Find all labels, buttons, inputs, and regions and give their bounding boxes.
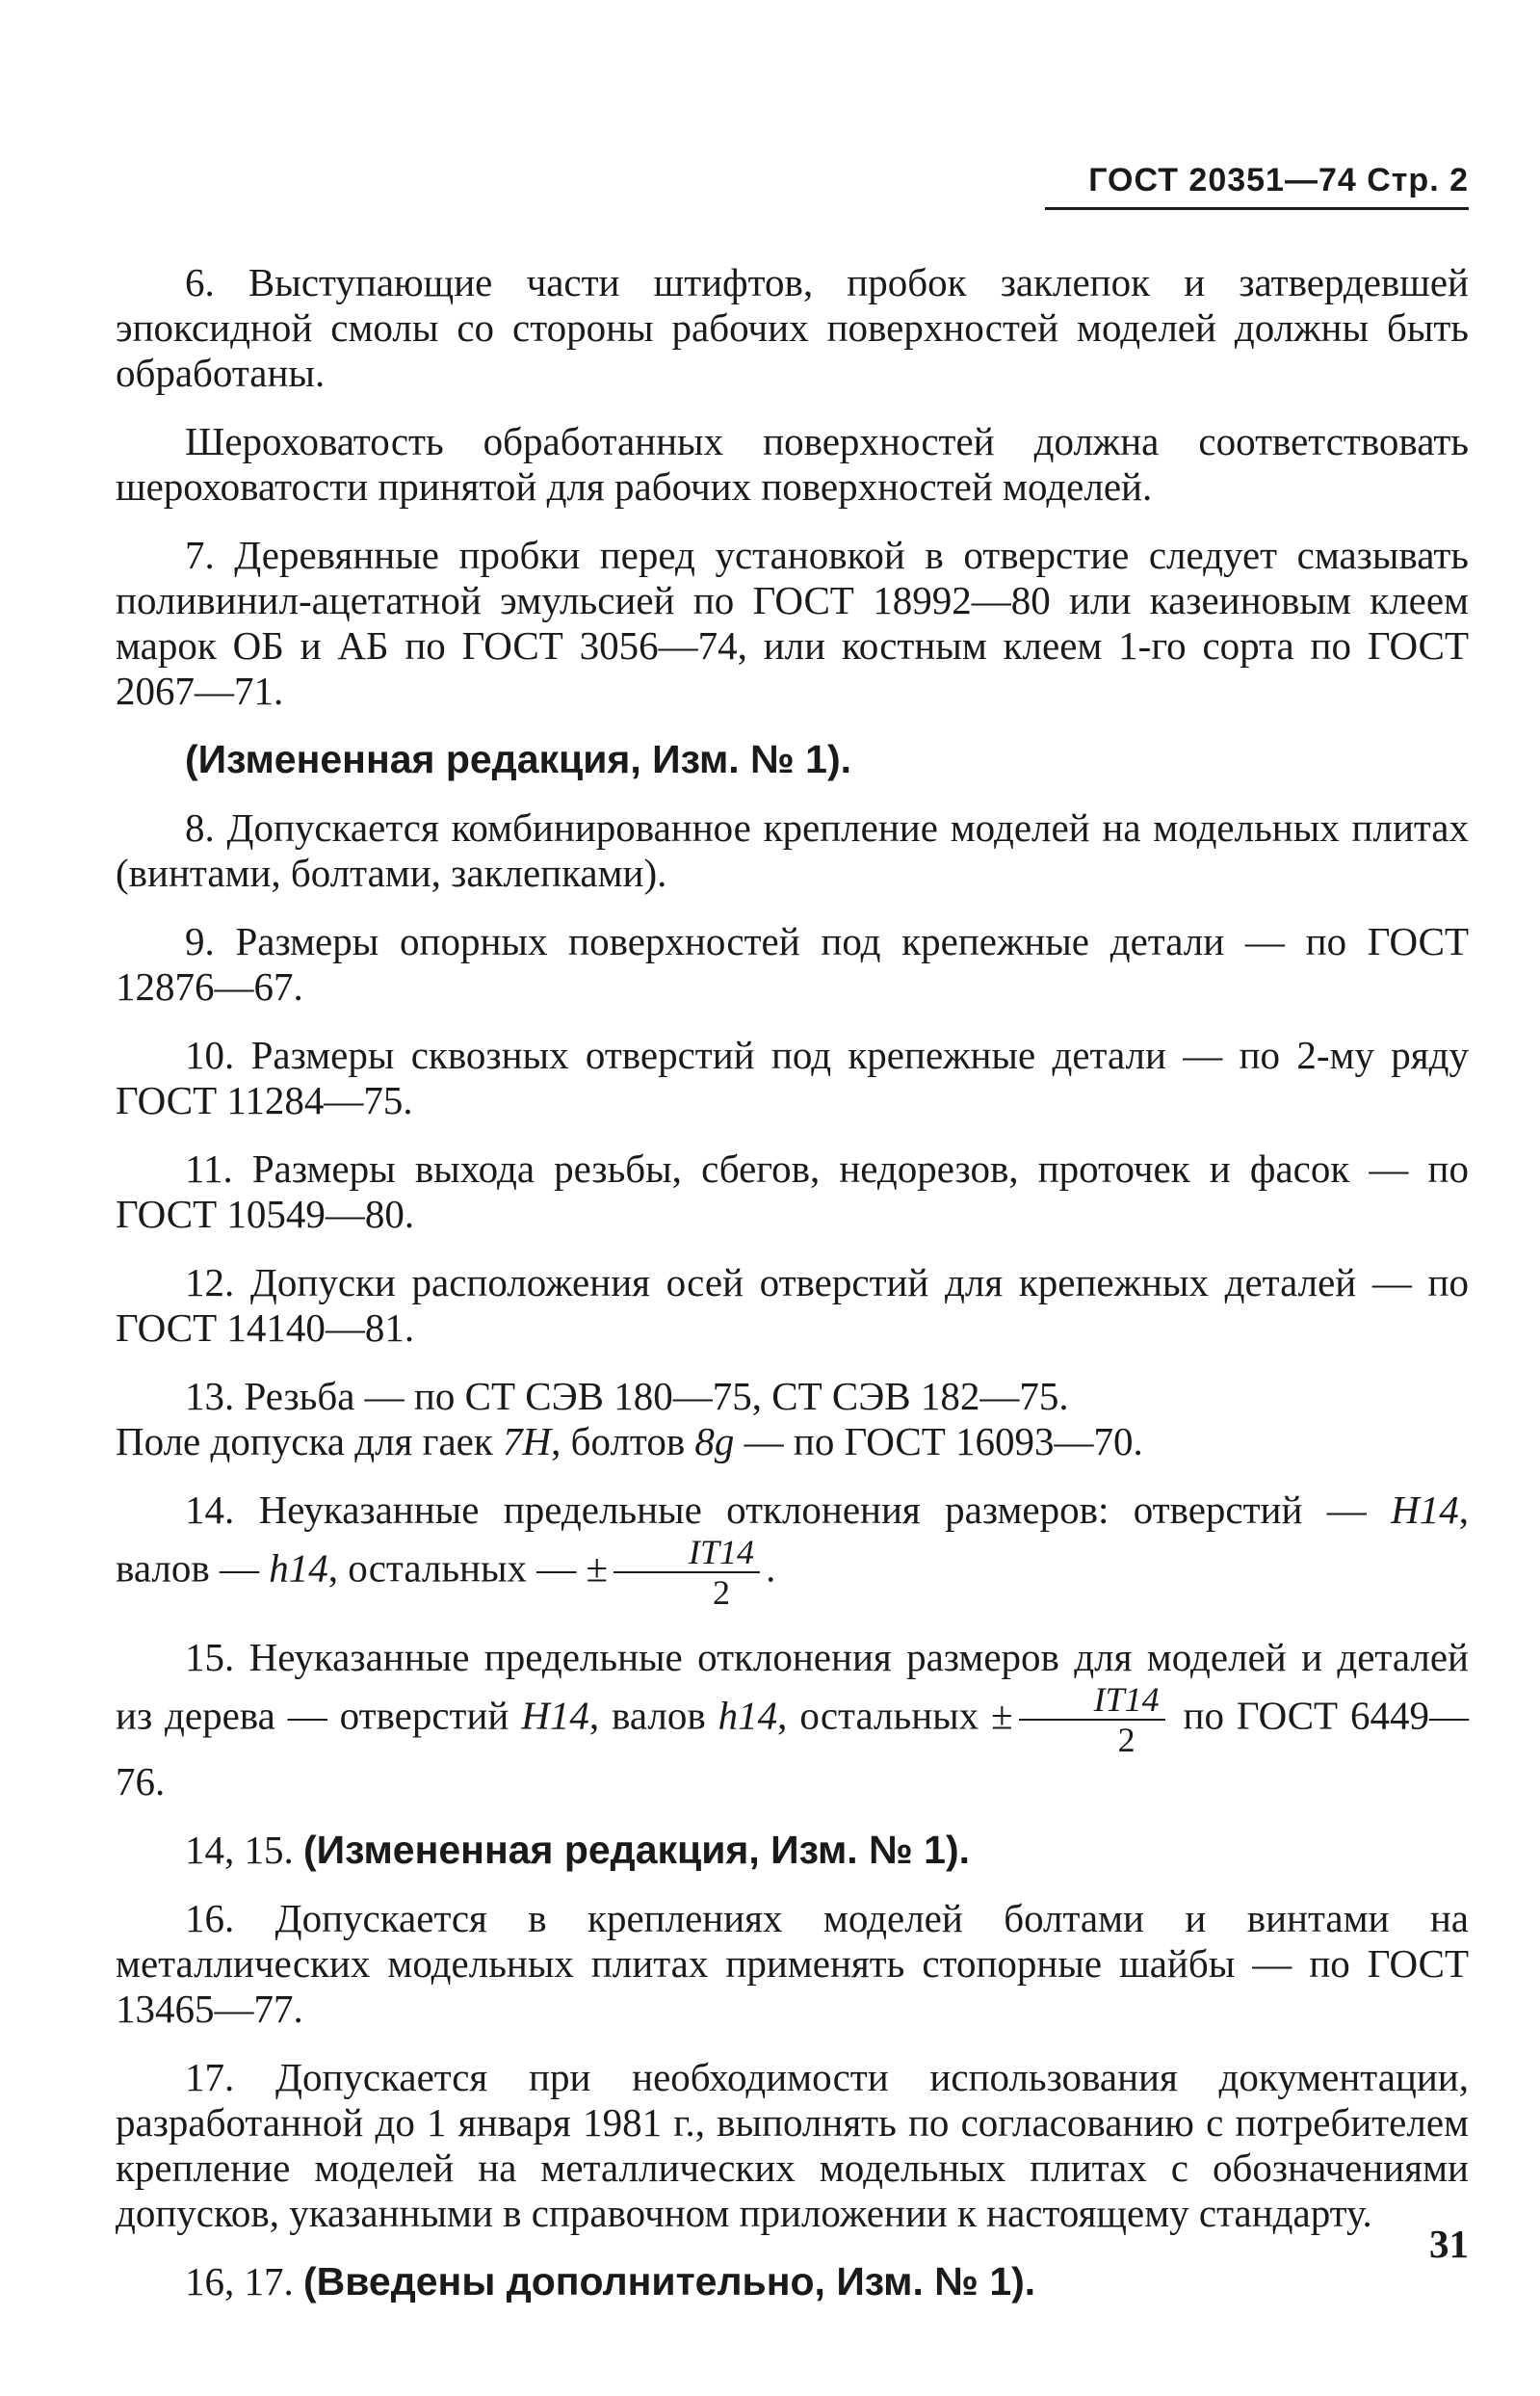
paragraph-6-roughness: Шероховатость обработанных поверхностей должна соответствовать шероховатости принятой для рабочих поверхностей моделей. [116,419,1469,509]
paragraph-16: 16. Допускается в креплениях моделей болтами и винтами на металлических модельных плитах применять стопорные шайбы — по ГОСТ 13465—77. [116,1896,1469,2031]
fraction-it14-over-2: $\frac{IT14}{2}$ [613,1533,760,1612]
page-header: ГОСТ 20351—74 Стр. 2 [1045,162,1469,210]
paragraph-17: 17. Допускается при необходимости использования документации, разработанной до 1 января 1981 г., выполнять по согласованию с потребителем крепление моделей на металлических модельных плитах с обозначениями допусков, указанными в справочном приложении к настоящему стандарту. [116,2055,1469,2235]
amendment-note-14-15: 14, 15. (Измененная редакция, Изм. № 1). [185,1828,971,1872]
paragraph-11: 11. Размеры выхода резьбы, сбегов, недорезов, проточек и фасок — по ГОСТ 10549—80. [116,1146,1469,1236]
paragraph-8: 8. Допускается комбинированное крепление моделей на модельных плитах (винтами, болтами, заклепками). [116,805,1469,895]
amendment-note-7: (Измененная редакция, Изм. № 1). [185,737,852,781]
paragraph-10: 10. Размеры сквозных отверстий под крепежные детали — по 2-му ряду ГОСТ 11284—75. [116,1033,1469,1122]
paragraph-15: 15. Неуказанные предельные отклонения размеров для моделей и деталей из дерева — отверстий H14, валов h14, остальных ± $\frac{IT14}{2}$ по ГОСТ 6449—76. [116,1635,1470,1804]
bolt-tolerance: 8g [694,1419,735,1463]
page-number: 31 [1429,2222,1469,2266]
paragraph-13: 13. Резьба — по СТ СЭВ 180—75, СТ СЭВ 182—75. [185,1374,1069,1418]
document-body [116,260,1469,2328]
nut-tolerance: 7H [503,1419,552,1463]
paragraph-7: 7. Деревянные пробки перед установкой в отверстие следует смазывать поливинил-ацетатной эмульсией по ГОСТ 18992—80 или казеиновым клеем марок ОБ и АБ по ГОСТ 3056—74, или костным клеем 1-го сорта по ГОСТ 2067—71. [116,533,1469,713]
fraction-it14-over-2: $\frac{IT14}{2}$ [1019,1680,1165,1759]
paragraph-14: 14. Неуказанные предельные отклонения размеров: отверстий — H14, валов — h14, остальных — ± $\frac{IT14}{2}$ . [116,1488,1469,1612]
paragraph-12: 12. Допуски расположения осей отверстий для крепежных деталей — по ГОСТ 14140—81. [116,1260,1469,1350]
amendment-note-16-17: 16, 17. (Введены дополнительно, Изм. № 1). [185,2259,1036,2304]
paragraph-9: 9. Размеры опорных поверхностей под крепежные детали — по ГОСТ 12876—67. [116,919,1469,1009]
paragraph-6: 6. Выступающие части штифтов, пробок заклепок и затвердевшей эпоксидной смолы со стороны рабочих поверхностей моделей должны быть обработаны. [116,260,1469,395]
paragraph-13-tolerance: Поле допуска для гаек 7H, болтов 8g — по ГОСТ 16093—70. [116,1419,1143,1463]
